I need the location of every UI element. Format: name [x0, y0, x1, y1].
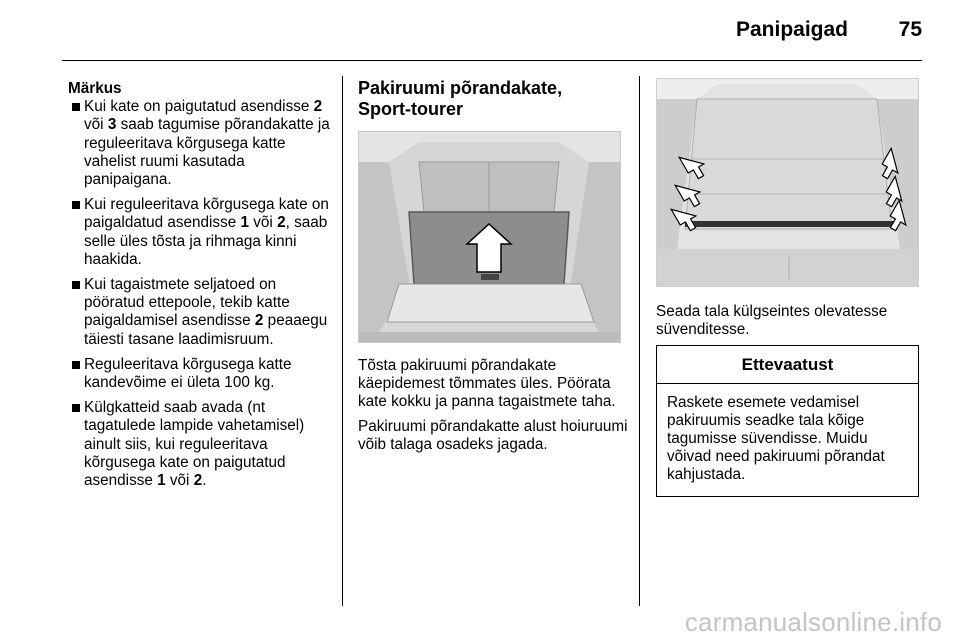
caution-body: Raskete esemete vedamisel pakiruumis seadke tala kõige tagumisse süvendisse. Muidu võivad need pakiruumi põrandat kahjustada.: [667, 394, 885, 483]
bullet-text: või: [84, 116, 108, 134]
bullet-text: või: [165, 472, 194, 490]
section-paragraph-1: Tõsta pakiruumi põrandakate käepidemest tõmmates üles. Pöörata kate kokku ja panna tagaistmete taha.: [358, 357, 616, 410]
position-number: 2: [254, 312, 264, 330]
note-bullet-item: [68, 276, 332, 349]
bullet-text: , saab selle üles tõsta ja rihmaga kinni haakida.: [84, 214, 328, 268]
header-rule: [62, 60, 922, 61]
note-bullet-item: [68, 399, 332, 490]
bullet-square-icon: [72, 201, 80, 209]
bullet-text: .: [202, 472, 207, 490]
bullet-square-icon: [72, 103, 80, 111]
note-bullet-item: [68, 356, 332, 392]
watermark: carmanualsonline.info: [684, 607, 942, 637]
position-number: 1: [240, 214, 250, 232]
beam-instructions: [656, 78, 920, 497]
bullet-text: Kui kate on paigutatud asendisse: [84, 98, 314, 116]
position-number: 2: [313, 98, 323, 116]
bullet-text: Kui reguleeritava kõrgusega kate on paigaldatud asendisse: [84, 196, 329, 232]
storage-beam-illustration: [657, 79, 919, 287]
column-divider-left: [342, 76, 343, 606]
note-bullet-list: [68, 98, 332, 490]
chapter-title: Panipaigad: [735, 18, 848, 41]
beam-paragraph: Seada tala külgseintes olevatesse süvenditesse.: [656, 303, 888, 338]
bullet-text: saab tagumise põrandakatte ja reguleeritava kõrgusega katte vahelist ruumi kasutada panipaigana.: [84, 116, 330, 189]
page-number: 75: [898, 18, 922, 41]
bullet-text: Kui tagaistmete seljatoed on pööratud ettepoole, tekib katte paigaldamisel asendisse: [84, 276, 290, 330]
bullet-text: või: [249, 214, 278, 232]
position-number: 3: [107, 116, 117, 134]
caution-box: [656, 345, 919, 497]
cargo-floor-photo: [358, 131, 621, 343]
note-bullet-item: [68, 98, 332, 189]
section-floor-cover: [358, 78, 628, 454]
bullet-text: Reguleeritava kõrgusega katte kandevõime ei ületa 100 kg.: [84, 355, 292, 392]
bullet-text: peaaegu täiesti tasane laadimisruum.: [84, 312, 328, 348]
note-title: Märkus: [68, 80, 122, 97]
position-number: 2: [277, 214, 286, 232]
section-title: [358, 78, 628, 120]
position-number: 2: [193, 472, 203, 490]
column-divider-right: [639, 76, 640, 606]
bullet-text: Külgkatteid saab avada (nt tagatulede lampide vahetamisel) ainult siis, kui reguleeritava kõrgusega kate on paigutatud asendisse: [84, 399, 305, 490]
bullet-square-icon: [72, 361, 80, 369]
cargo-floor-illustration: [359, 132, 621, 343]
storage-beam-photo: [656, 78, 919, 287]
section-title-line2: Sport-tourer: [358, 99, 463, 119]
note-block: [68, 80, 332, 497]
page-header: [0, 0, 960, 62]
section-title-line1: Pakiruumi põrandakate,: [358, 78, 563, 98]
bullet-square-icon: [72, 281, 80, 289]
bullet-square-icon: [72, 404, 80, 412]
section-paragraph-2: Pakiruumi põrandakatte alust hoiuruumi võib talaga osadeks jagada.: [358, 418, 628, 453]
position-number: 1: [157, 472, 166, 490]
caution-title: Ettevaatust: [657, 346, 918, 384]
note-bullet-item: [68, 196, 332, 269]
